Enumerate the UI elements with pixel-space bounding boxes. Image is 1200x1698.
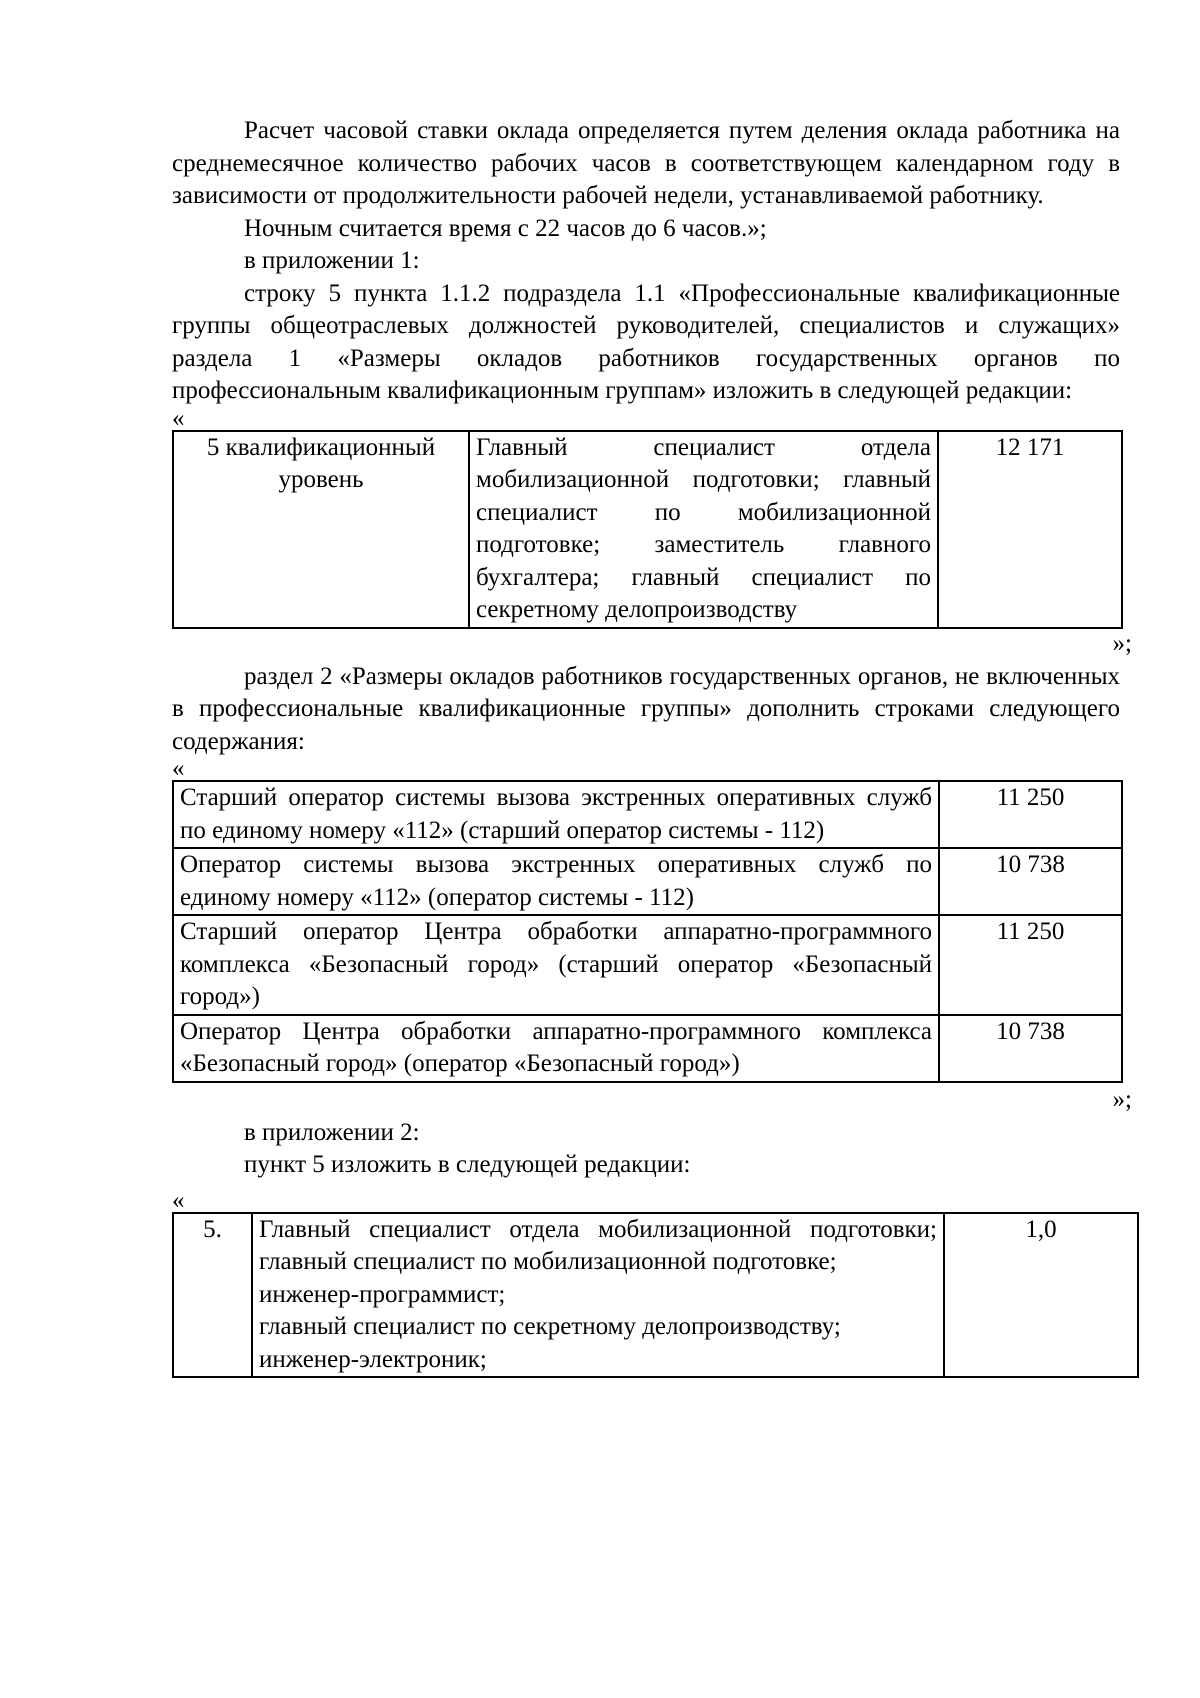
paragraph-appendix-1: в приложении 1:	[244, 247, 420, 274]
coefficient-table	[172, 1212, 1139, 1379]
salary-cell: 10 738	[939, 1015, 1122, 1082]
paragraph-line-5-amendment: строку 5 пункта 1.1.2 подраздела 1.1 «Профессиональные квалификационные группы общеотраслевых должностей руководителей, специалистов и служащих» раздела 1 «Размеры окладов работников государственных органов по профессиональным квалификационным группам» изложить в следующей редакции:	[172, 279, 1120, 404]
salary-cell: 11 250	[939, 915, 1122, 1015]
table-row	[173, 848, 1122, 915]
quote-open-mark: «	[172, 755, 185, 782]
paragraph-night-time: Ночным считается время с 22 часов до 6 часов.»;	[244, 214, 767, 242]
operator-salary-table	[172, 780, 1123, 1083]
positions-cell: Главный специалист отдела мобилизационной подготовки; главный специалист по мобилизационной подготовке; заместитель главного бухгалтера; главный специалист по секретному делопроизводству	[469, 431, 938, 628]
salary-cell: 11 250	[939, 781, 1122, 848]
quote-open-mark: «	[172, 404, 185, 432]
operator-salary-table-body	[173, 781, 1122, 1082]
document-page	[172, 115, 1132, 1378]
positions-cell	[252, 1213, 944, 1378]
paragraph-appendix-2: в приложении 2:	[244, 1118, 420, 1146]
quote-close-mark: »;	[1112, 1085, 1132, 1113]
table-row	[173, 1213, 1138, 1378]
table-row	[173, 431, 1122, 628]
quote-open-mark: «	[172, 1186, 185, 1214]
qualification-level-cell: 5 квалификационный уровень	[173, 431, 469, 628]
position-line: инженер-программист;	[259, 1280, 506, 1308]
position-line: Главный специалист отдела мобилизационной подготовки;	[259, 1215, 937, 1243]
position-cell: Старший оператор Центра обработки аппаратно-программного комплекса «Безопасный город» (старший оператор «Безопасный город»)	[173, 915, 939, 1015]
paragraph-item-5-amendment: пункт 5 изложить в следующей редакции:	[244, 1151, 691, 1178]
paragraph-hourly-rate: Расчет часовой ставки оклада определяется путем деления оклада работника на среднемесячное количество рабочих часов в соответствующем календарном году в зависимости от продолжительности рабочей недели, устанавливаемой работнику.	[172, 117, 1120, 209]
position-cell: Оператор системы вызова экстренных оперативных служб по единому номеру «112» (оператор системы - 112)	[173, 848, 939, 915]
quote-close-mark: »;	[1112, 629, 1132, 657]
paragraph-section-2-amendment: раздел 2 «Размеры окладов работников государственных органов, не включенных в профессиональные квалификационные группы» дополнить строками следующего содержания:	[172, 662, 1120, 755]
position-cell: Старший оператор системы вызова экстренных оперативных служб по единому номеру «112» (старший оператор системы - 112)	[173, 781, 939, 848]
position-line: инженер-электроник;	[259, 1345, 487, 1373]
position-line: главный специалист по секретному делопроизводству;	[259, 1313, 841, 1340]
salary-cell: 12 171	[938, 431, 1122, 628]
qualification-level-table	[172, 430, 1123, 629]
position-line: главный специалист по мобилизационной подготовке;	[259, 1248, 837, 1275]
salary-cell: 10 738	[939, 848, 1122, 915]
table-row	[173, 781, 1122, 848]
position-cell: Оператор Центра обработки аппаратно-программного комплекса «Безопасный город» (оператор «Безопасный город»)	[173, 1015, 939, 1082]
table-row	[173, 1015, 1122, 1082]
item-number-cell: 5.	[173, 1213, 252, 1378]
coefficient-cell: 1,0	[944, 1213, 1138, 1378]
table-row	[173, 915, 1122, 1015]
